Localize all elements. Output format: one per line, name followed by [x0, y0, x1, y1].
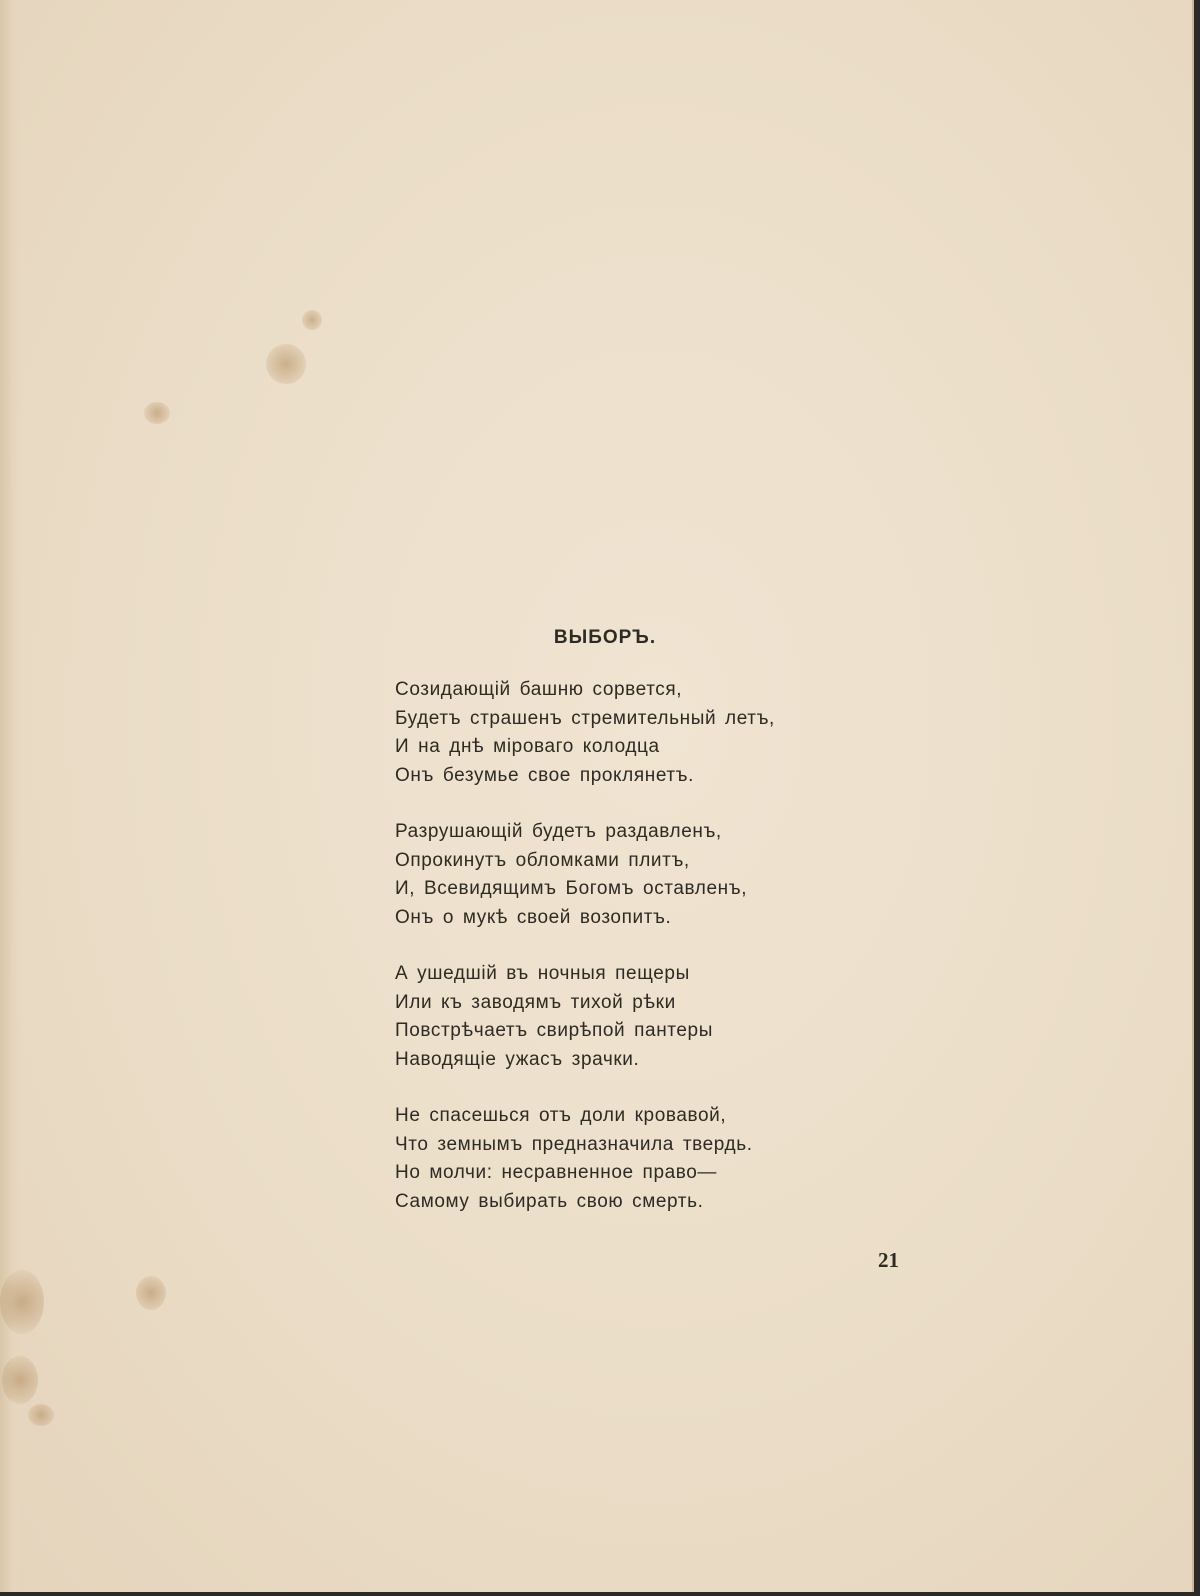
poem-title: ВЫБОРЪ. — [553, 627, 657, 648]
stanza-4 — [395, 1102, 855, 1216]
poem-line: Созидающій башню сорвется, — [395, 679, 683, 700]
stanza-2 — [395, 818, 855, 932]
paper-stain — [136, 1276, 166, 1310]
poem-line: Наводящіе ужасъ зрачки. — [395, 1048, 640, 1070]
poem-line: Повстрѣчаетъ свирѣпой пантеры — [395, 1020, 713, 1041]
poem-line: Но молчи: несравненное право— — [395, 1162, 718, 1183]
paper-stain — [144, 402, 170, 424]
poem-line: А ушедшій въ ночныя пещеры — [395, 963, 690, 984]
poem-line: Не спасешься отъ доли кровавой, — [395, 1105, 727, 1126]
poem-line: Что земнымъ предназначила твердь. — [395, 1133, 753, 1155]
poem-line: Опрокинутъ обломками плитъ, — [395, 849, 690, 871]
poem-line: И на днѣ міроваго колодца — [395, 736, 660, 757]
poem-line: Самому выбирать свою смерть. — [395, 1190, 704, 1212]
page-number: 21 — [878, 1248, 899, 1272]
paper-stain — [2, 1356, 38, 1404]
poem-line: Разрушающій будетъ раздавленъ, — [395, 821, 722, 842]
poem-line: Будетъ страшенъ стремительный летъ, — [395, 707, 775, 729]
paper-stain — [0, 1270, 44, 1334]
page-spine-edge — [0, 0, 22, 1592]
paper-stain — [302, 310, 322, 330]
poem-line: Онъ безумье свое проклянетъ. — [395, 764, 695, 786]
stanza-1 — [395, 676, 855, 790]
poem-body — [395, 676, 855, 1244]
poem-line: Онъ о мукѣ своей возопитъ. — [395, 906, 672, 928]
paper-stain — [266, 344, 306, 384]
stanza-3 — [395, 960, 855, 1074]
paper-stain — [28, 1404, 54, 1426]
poem-line: Или къ заводямъ тихой рѣки — [395, 991, 676, 1013]
poem-line: И, Всевидящимъ Богомъ оставленъ, — [395, 878, 748, 899]
